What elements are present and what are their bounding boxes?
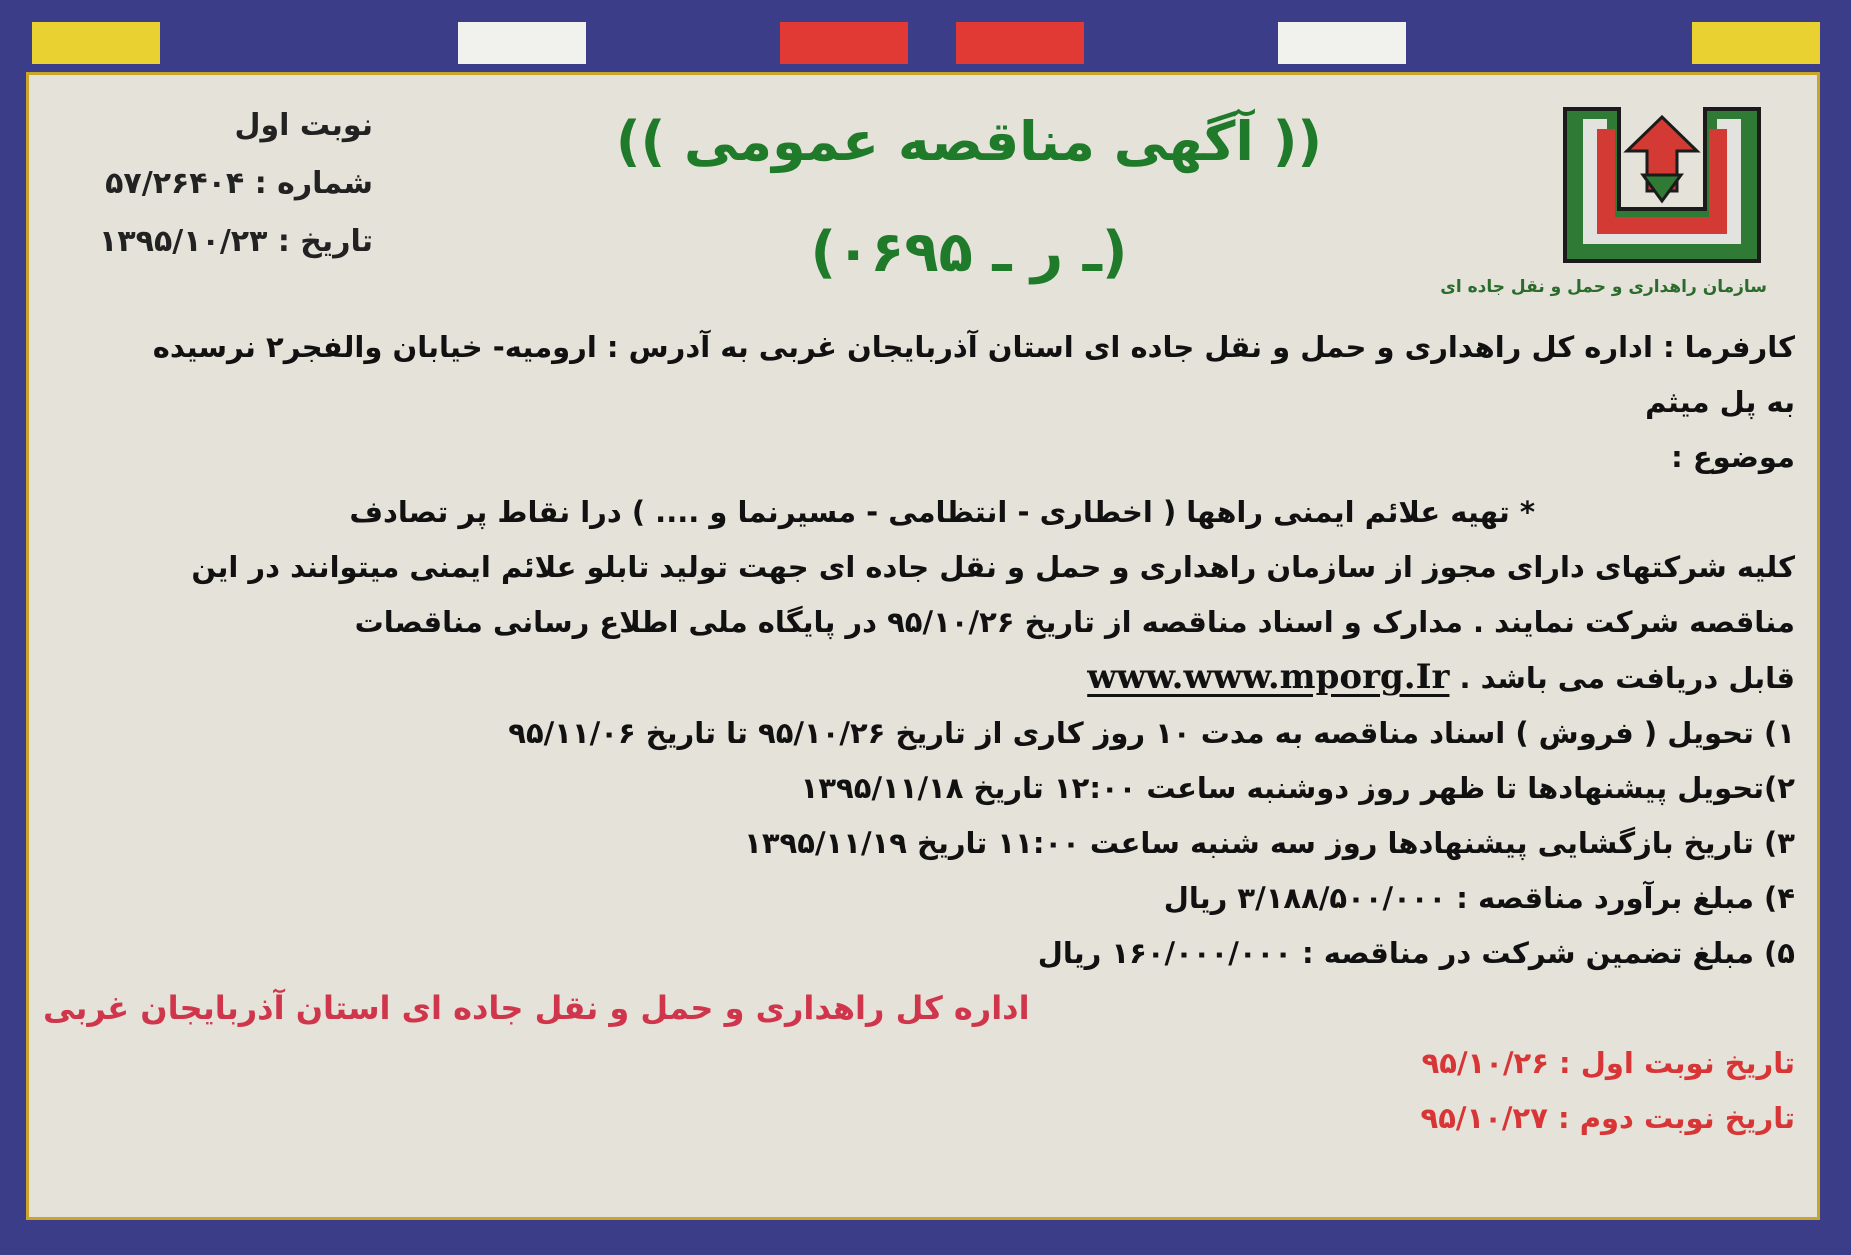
page-title: (( آگهی مناقصه عمومی )) xyxy=(615,110,1323,173)
color-swatch-white xyxy=(1278,22,1406,64)
list-item: ۵) مبلغ تضمین شرکت در مناقصه : ۱۶۰/۰۰۰/۰۰۰ ریال xyxy=(1037,936,1795,970)
notice-meta xyxy=(43,97,373,271)
color-swatch-white xyxy=(458,22,586,64)
description-line: کلیه شرکتهای دارای مجوز از سازمان راهداری و حمل و نقل جاده ای جهت تولید تابلو علائم ایمنی میتوانند در این xyxy=(191,550,1795,584)
color-swatch-red xyxy=(956,22,1084,64)
publish-date-second: تاریخ نوبت دوم : ۹۵/۱۰/۲۷ xyxy=(1420,1101,1795,1135)
signature: اداره کل راهداری و حمل و نقل جاده ای استان آذربایجان غربی xyxy=(43,989,1030,1027)
employer-line: کارفرما : اداره کل راهداری و حمل و نقل جاده ای استان آذربایجان غربی به آدرس : ارومیه- خیابان والفجر۲ نرسیده xyxy=(152,330,1795,364)
download-text: قابل دریافت می باشد . xyxy=(1459,661,1795,695)
road-maintenance-logo-icon xyxy=(1557,89,1767,269)
mporg-link[interactable]: www.www.mporg.Ir xyxy=(1087,657,1450,697)
logo xyxy=(1440,89,1767,297)
list-item: ۳) تاریخ بازگشایی پیشنهادها روز سه شنبه ساعت ۱۱:۰۰ تاریخ ۱۳۹۵/۱۱/۱۹ xyxy=(744,826,1795,860)
list-item: ۴) مبلغ برآورد مناقصه : ۳/۱۸۸/۵۰۰/۰۰۰ ریال xyxy=(1163,881,1795,915)
subject-item: * تهیه علائم ایمنی راهها ( اخطاری - انتظامی - مسیرنما و .... ) درا نقاط پر تصادف xyxy=(349,495,1535,529)
ad-paper xyxy=(26,72,1820,1220)
ad-body xyxy=(43,320,1795,1146)
logo-caption: سازمان راهداری و حمل و نقل جاده ای xyxy=(1440,277,1767,297)
color-swatch-yellow xyxy=(1692,22,1820,64)
notice-round: نوبت اول xyxy=(234,108,373,143)
notice-date: تاریخ : ۱۳۹۵/۱۰/۲۳ xyxy=(99,224,373,259)
download-line xyxy=(43,650,1795,706)
description-line: مناقصه شرکت نمایند . مدارک و اسناد مناقصه از تاریخ ۹۵/۱۰/۲۶ در پایگاه ملی اطلاع رسانی مناقصات xyxy=(354,605,1795,639)
subject-label: موضوع : xyxy=(1671,440,1795,474)
list-item: ۲)تحویل پیشنهادها تا ظهر روز دوشنبه ساعت ۱۲:۰۰ تاریخ ۱۳۹۵/۱۱/۱۸ xyxy=(800,771,1795,805)
list-item: ۱) تحویل ( فروش ) اسناد مناقصه به مدت ۱۰ روز کاری از تاریخ ۹۵/۱۰/۲۶ تا تاریخ ۹۵/۱۱/۰۶ xyxy=(508,716,1795,750)
tender-code: (۰۶ـ ر ـ ۹۵) xyxy=(810,220,1128,285)
notice-number: شماره : ۵۷/۲۶۴۰۴ xyxy=(105,166,373,201)
employer-line: به پل میثم xyxy=(1645,385,1795,419)
color-swatch-red xyxy=(780,22,908,64)
color-swatch-yellow xyxy=(32,22,160,64)
publish-date-first: تاریخ نوبت اول : ۹۵/۱۰/۲۶ xyxy=(1421,1046,1795,1080)
